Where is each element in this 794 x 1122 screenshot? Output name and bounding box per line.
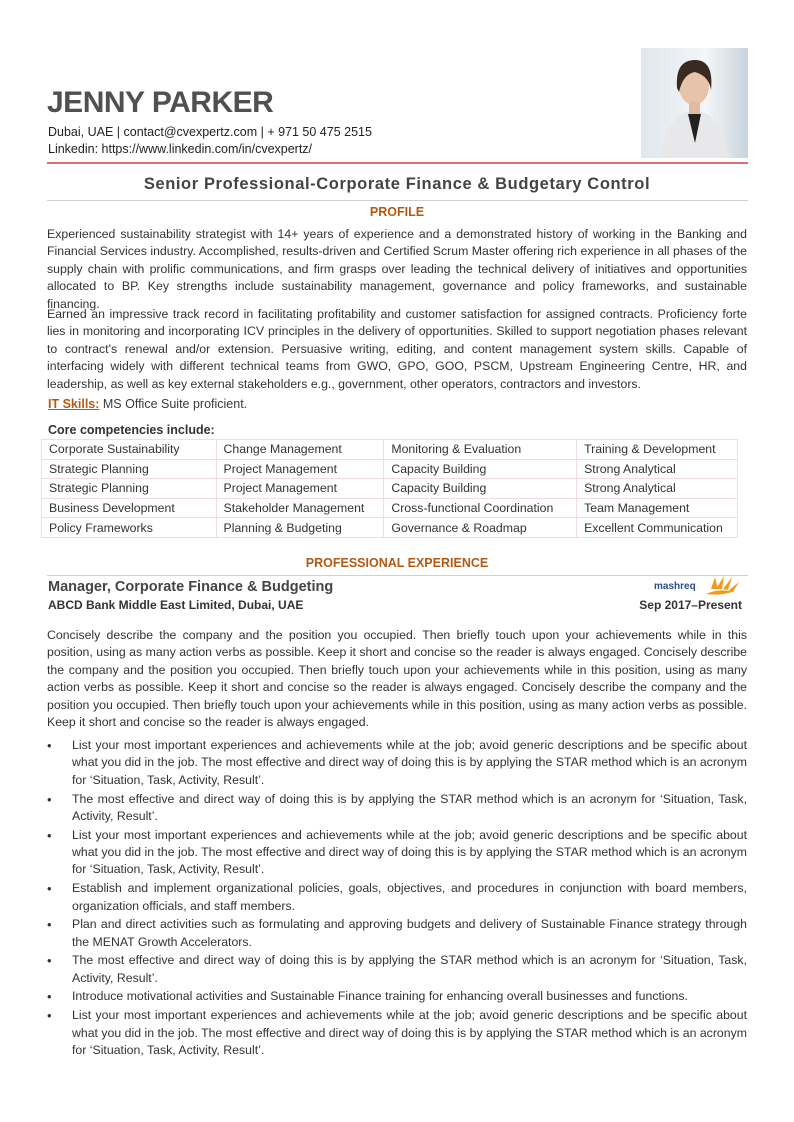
competency-cell: Team Management [577,498,738,518]
competency-cell: Monitoring & Evaluation [384,440,577,460]
competency-row [42,440,738,460]
job-dates: Sep 2017–Present [639,598,742,612]
competency-cell: Strategic Planning [42,479,217,499]
separator: | [116,125,121,139]
achievement-item: • The most effective and direct way of doing this is by applying the STAR method which is an acronym for ‘Situation, Task, Activity, Result’. [47,952,747,987]
headline: Senior Professional-Corporate Finance & Budgetary Control [143,175,651,193]
linkedin-label: Linkedin: [48,142,99,156]
core-competencies-label: Core competencies include: [48,423,215,437]
achievement-item: • List your most important experiences and achievements while at the job; avoid generic descriptions and be specific about what you did in the job. The most effective and direct way of doing this is by applying the STAR method which is an acronym for ‘Situation, Task, Activity, Result’. [47,1007,747,1059]
sun-icon [702,574,742,598]
job-title: Manager, Corporate Finance & Budgeting [48,579,334,595]
achievement-item: • Plan and direct activities such as formulating and approving budgets and delivery of Sustainable Finance strategy through the MENAT Growth Accelerators. [47,916,747,951]
competency-row [42,479,738,499]
competency-cell: Project Management [216,479,384,499]
it-skills-value: MS Office Suite proficient. [99,397,248,411]
competency-cell: Change Management [216,440,384,460]
logo-text: mashreq [654,581,696,592]
section-heading-profile: PROFILE [369,205,425,219]
competency-row [42,498,738,518]
competency-cell: Business Development [42,498,217,518]
company-name: ABCD Bank Middle East Limited, Dubai, UAE [48,598,304,612]
achievement-item: • Establish and implement organizational policies, goals, objectives, and procedures in conjunction with board members, organization officials, and staff members. [47,880,747,915]
competency-cell: Stakeholder Management [216,498,384,518]
competency-row [42,459,738,479]
competency-cell: Cross-functional Coordination [384,498,577,518]
achievements-list [47,737,747,1061]
it-skills [48,397,247,411]
profile-photo [641,48,748,158]
profile-paragraph: Earned an impressive track record in facilitating profitability and customer satisfaction for assigned contracts. Proficiency forte lies in monitoring and incorporating ICV principles in the delivery of opportunities. Skilled to support negotiation phases relevant to contract's renewal and/or extension. Persuasive writing, editing, and content management system skills. Capable of interfacing widely with different technical teams from GWO, GPO, GOO, PSCM, Upstream Engineering Centre, HR, and leadership, as well as key external stakeholders e.g., government, other operators, contractors and investors. [47,307,747,391]
competency-cell: Planning & Budgeting [216,518,384,538]
company-logo [640,574,742,598]
competencies-table [41,439,738,538]
header-divider [47,162,748,164]
achievement-item: • List your most important experiences and achievements while at the job; avoid generic descriptions and be specific about what you did in the job. The most effective and direct way of doing this is by applying the STAR method which is an acronym for ‘Situation, Task, Activity, Result’. [47,737,747,789]
competency-cell: Training & Development [577,440,738,460]
competency-cell: Corporate Sustainability [42,440,217,460]
job-description: Concisely describe the company and the position you occupied. Then briefly touch upon your achievements while in this position, using as many action verbs as possible. Keep it short and concise so the reader is always engaged. Concisely describe the company and the position you occupied. Then briefly touch upon your achievements while in this position, using as many action verbs as possible. Keep it short and concise so the reader is always engaged. Concisely describe the company and the position you occupied. Then briefly touch upon your achievements while in this position, using as many action verbs as possible. Keep it short and concise so the reader is always engaged. [47,628,747,730]
competency-row [42,518,738,538]
achievement-item: • Introduce motivational activities and Sustainable Finance training for enhancing overall businesses and functions. [47,988,747,1005]
competency-cell: Strategic Planning [42,459,217,479]
contact-line [48,125,372,139]
linkedin-line [48,142,312,156]
phone: + 971 50 475 2515 [267,125,372,139]
achievement-item: • List your most important experiences and achievements while at the job; avoid generic descriptions and be specific about what you did in the job. The most effective and direct way of doing this is by applying the STAR method which is an acronym for ‘Situation, Task, Activity, Result’. [47,827,747,879]
section-heading-experience: PROFESSIONAL EXPERIENCE [305,556,489,570]
competency-cell: Governance & Roadmap [384,518,577,538]
divider [47,200,748,201]
linkedin-link[interactable]: https://www.linkedin.com/in/cvexpertz/ [101,142,313,156]
candidate-name: JENNY PARKER [47,86,274,119]
competency-cell: Strong Analytical [577,479,738,499]
it-skills-label: IT Skills: [48,397,100,411]
competency-cell: Project Management [216,459,384,479]
email-link[interactable]: contact@cvexpertz.com [123,125,258,139]
competency-cell: Policy Frameworks [42,518,217,538]
competency-cell: Strong Analytical [577,459,738,479]
competency-cell: Capacity Building [384,479,577,499]
profile-paragraph: Experienced sustainability strategist with 14+ years of experience and a demonstrated history of working in the Banking and Financial Services industry. Accomplished, results-driven and Certified Scrum Master offering rich experience in all phases of the supply chain with prolific communications, and firm grasps over leading the technical delivery of initiatives and opportunities allocated to BP. Key strengths include sustainability management, governance and policy frameworks, and sustainable financing. [47,227,747,311]
achievement-item: • The most effective and direct way of doing this is by applying the STAR method which is an acronym for ‘Situation, Task, Activity, Result’. [47,791,747,826]
competency-cell: Excellent Communication [577,518,738,538]
location: Dubai, UAE [48,125,114,139]
separator: | [260,125,264,139]
competency-cell: Capacity Building [384,459,577,479]
